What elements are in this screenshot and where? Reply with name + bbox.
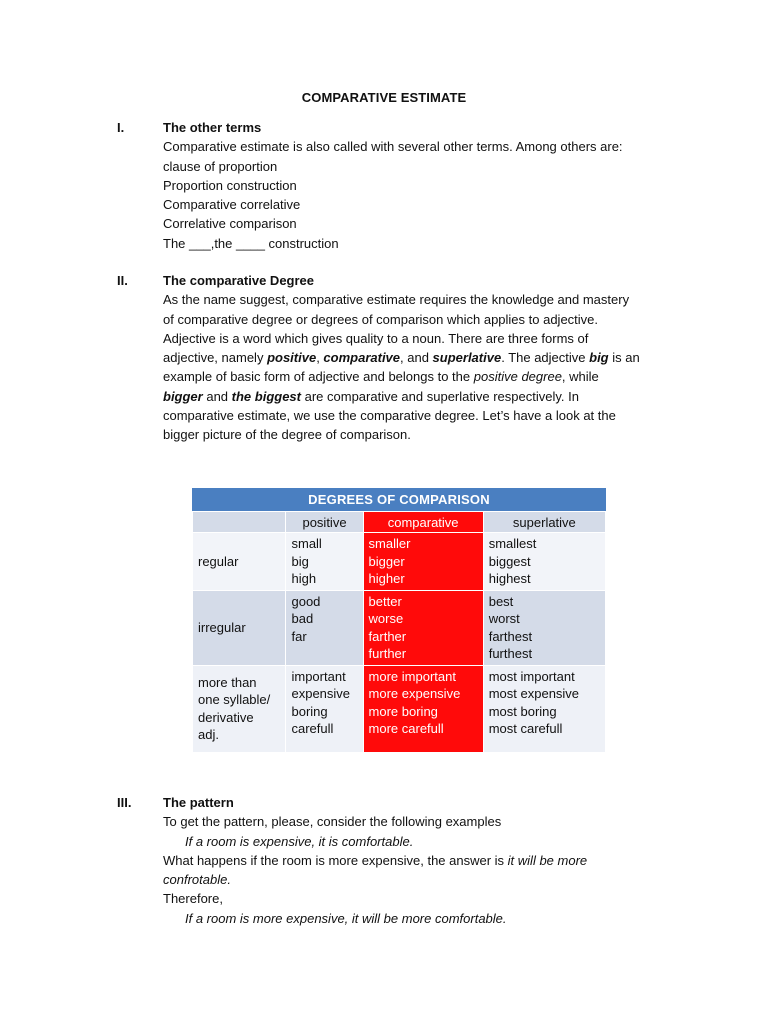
superlative-word: worst [488,611,520,626]
superlative-cell [483,590,605,665]
header-cell: superlative [483,512,605,533]
text-line: Correlative comparison [163,216,297,232]
positive-word: carefull [291,721,334,736]
section-heading: The pattern [163,795,234,810]
header-cell: positive [286,512,363,533]
superlative-word: furthest [488,646,533,661]
section-3 [117,793,677,928]
superlative-word: smallest [488,536,537,551]
section-number: III. [117,795,132,810]
row-label [193,665,286,752]
term-comparative: comparative [323,350,401,366]
text-line: confrotable. [163,872,231,888]
positive-word: boring [291,703,328,719]
example-sentence: If a room is more expensive, it will be more comfortable. [185,910,507,926]
text-span: , [316,350,324,366]
text-line: clause of proportion [163,158,278,174]
comparative-cell [363,590,483,665]
text-span: example of basic form of adjective and belongs to the [163,369,474,385]
text-line [163,387,677,406]
italic-answer: it will be more [507,852,588,868]
section-number: II. [117,273,128,288]
comparative-word: further [368,646,407,661]
term-the-biggest: the biggest [231,388,301,404]
section-heading: The comparative Degree [163,273,315,288]
superlative-word: most expensive [488,686,580,701]
text-span: . The adjective [501,350,590,366]
text-line [163,851,677,870]
table-header-row [193,512,606,533]
superlative-word: best [488,593,514,609]
positive-word: far [291,628,307,644]
comparative-word: more carefull [368,721,444,736]
term-positive-degree: positive degree [473,369,562,385]
text-line: The ___,the ____ construction [163,235,339,251]
section-2 [117,271,677,445]
table-row [193,533,606,591]
comparative-cell [363,533,483,591]
superlative-word: most important [488,668,575,684]
row-label-line: irregular [198,619,246,635]
superlative-word: biggest [488,553,531,569]
table-row [193,665,606,752]
positive-word: expensive [291,686,351,701]
text-span: and [202,388,232,404]
section-1 [117,118,677,253]
text-line: of comparative degree or degrees of comparison which applies to adjective. [163,311,599,327]
superlative-cell [483,533,605,591]
term-big: big [589,350,609,366]
positive-word: important [291,668,346,684]
text-line: Adjective is a word which gives quality to a noun. There are three forms of [163,330,589,346]
text-span: , and [400,350,433,366]
comparative-word: farther [368,628,407,644]
superlative-cell [483,665,605,752]
positive-cell [286,590,363,665]
text-span: is an [608,350,640,366]
text-line: Proportion construction [163,177,297,193]
text-line: As the name suggest, comparative estimate requires the knowledge and mastery [163,292,630,308]
positive-word: high [291,571,317,586]
superlative-word: farthest [488,628,533,644]
term-superlative: superlative [432,350,502,366]
comparative-cell [363,665,483,752]
text-span: What happens if the room is more expensive, the answer is [163,852,508,868]
row-label-line: one syllable/ [198,692,271,707]
row-label [193,533,286,591]
term-bigger: bigger [163,388,203,404]
section-number: I. [117,120,125,135]
text-line: Therefore, [163,891,223,907]
row-label [193,590,286,665]
comparative-word: worse [368,611,404,626]
degrees-table [192,488,606,753]
comparative-word: higher [368,571,405,586]
text-line: comparative estimate, we use the comparative degree. Let’s have a look at the [163,408,616,424]
row-label-line: more than [198,674,257,690]
comparative-word: better [368,593,402,609]
superlative-word: most carefull [488,721,563,736]
text-span: adjective, namely [163,350,268,366]
positive-word: big [291,553,309,569]
superlative-word: highest [488,571,531,586]
positive-cell [286,533,363,591]
row-label-line: adj. [198,727,219,742]
table-row [193,590,606,665]
document-title: COMPARATIVE ESTIMATE [301,90,467,105]
comparative-word: bigger [368,553,405,569]
text-line: Comparative correlative [163,197,301,213]
comparative-word: more expensive [368,686,461,701]
comparative-word: more important [368,668,456,684]
term-positive: positive [267,350,317,366]
row-label-line: derivative [198,709,254,725]
positive-word: small [291,536,322,551]
section-heading: The other terms [163,120,262,135]
text-line: bigger picture of the degree of comparison. [163,427,411,443]
positive-word: bad [291,611,314,626]
superlative-word: most boring [488,703,557,719]
text-span: , while [561,369,599,385]
positive-cell [286,665,363,752]
text-line [163,348,677,367]
comparative-word: smaller [368,536,411,551]
text-line: Comparative estimate is also called with several other terms. Among others are: [163,139,623,155]
positive-word: good [291,593,321,609]
header-cell [193,512,286,533]
text-line [163,367,677,386]
comparative-word: more boring [368,703,438,719]
header-cell: comparative [363,512,483,533]
text-span: are comparative and superlative respectively. In [301,388,579,404]
row-label-line: regular [198,553,239,569]
table-caption: DEGREES OF COMPARISON [192,488,606,511]
example-sentence: If a room is expensive, it is comfortable. [185,833,414,849]
text-line: To get the pattern, please, consider the following examples [163,814,502,830]
